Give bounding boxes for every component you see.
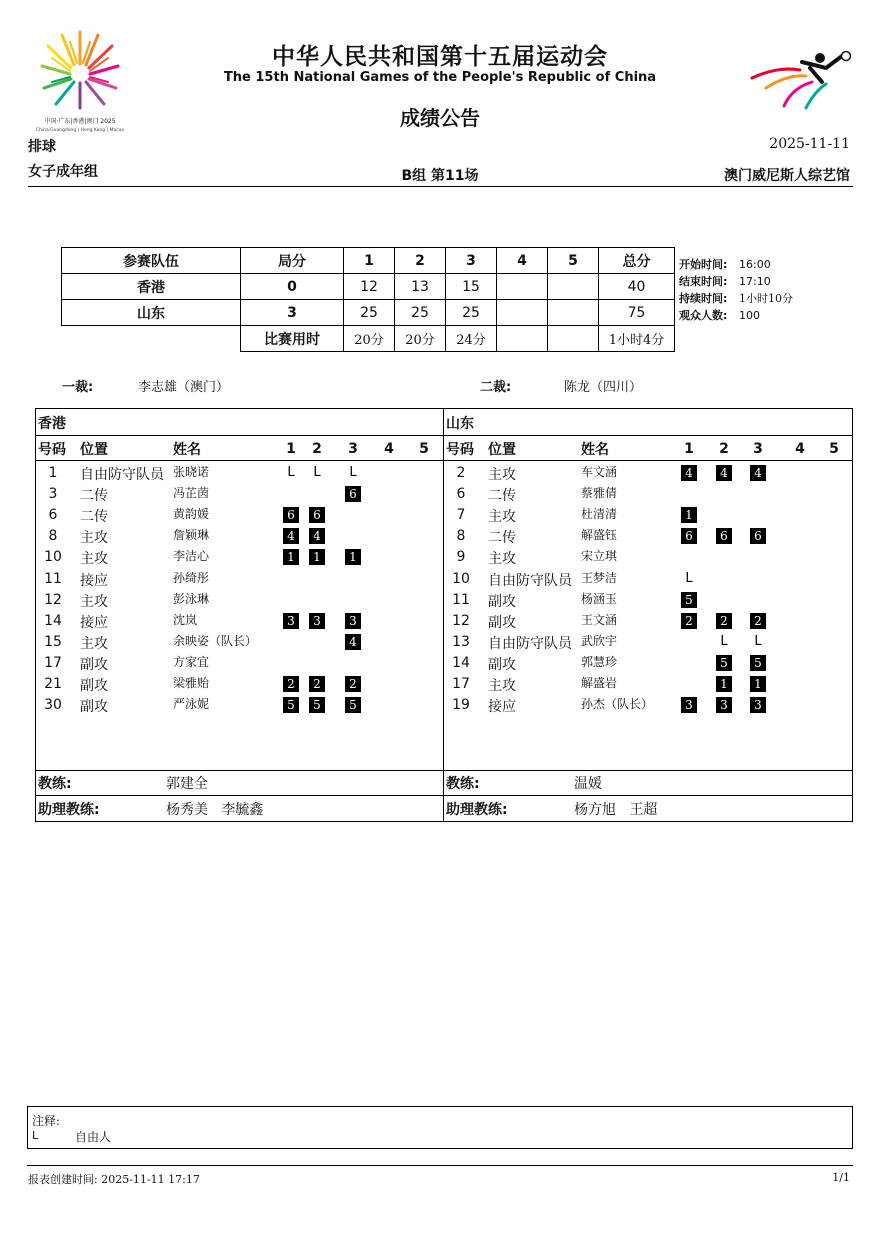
player-number: 7 (456, 507, 466, 524)
starting-position-mark: 2 (750, 613, 766, 629)
set-duration: 20分 (395, 326, 446, 352)
score-set (548, 274, 599, 300)
player-position: 主攻 (80, 530, 108, 547)
player-name: 王梦洁 (581, 570, 618, 585)
start-time: 16:00 (739, 258, 771, 271)
player-number: 9 (456, 549, 466, 566)
player-name: 杨涵玉 (581, 591, 618, 606)
libero-mark: L (349, 465, 357, 480)
player-row (36, 462, 443, 483)
libero-mark: L (313, 465, 321, 480)
col-header-set-5: 5 (829, 441, 839, 457)
player-number: 6 (48, 507, 58, 524)
player-position: 二传 (488, 530, 516, 547)
assistant-coach-label: 助理教练: (446, 802, 508, 818)
notes-box (27, 1106, 853, 1149)
coach-label: 教练: (38, 776, 72, 792)
duration: 1小时10分 (739, 292, 793, 305)
notes-symbol: L (32, 1129, 39, 1142)
second-referee: 陈龙（四川） (564, 380, 643, 395)
player-row (36, 610, 443, 631)
player-name: 孙绮彤 (173, 570, 210, 585)
starting-position-mark: 4 (716, 465, 732, 481)
col-header-set-1: 1 (286, 441, 296, 457)
starting-position-mark: 6 (283, 507, 299, 523)
starting-position-mark: 1 (750, 676, 766, 692)
sport-label: 排球 (28, 139, 56, 155)
score-set: 13 (395, 274, 446, 300)
match-stats (679, 256, 793, 324)
player-position: 自由防守队员 (488, 572, 572, 589)
player-name: 王文涵 (581, 612, 618, 627)
starting-position-mark: 2 (283, 676, 299, 692)
player-number: 15 (44, 633, 62, 650)
header-team: 参赛队伍 (62, 248, 241, 274)
coach-name: 郭建全 (166, 776, 208, 792)
category-label: 女子成年组 (28, 164, 98, 180)
player-position: 副攻 (488, 656, 516, 673)
player-row (36, 589, 443, 610)
report-created-time: 报表创建时间: 2025-11-11 17:17 (28, 1173, 200, 1186)
col-header-set-4: 4 (384, 441, 394, 457)
player-row (36, 483, 443, 504)
col-header-set-4: 4 (795, 441, 805, 457)
player-row (36, 504, 443, 525)
player-position: 二传 (488, 488, 516, 505)
player-number: 30 (44, 697, 62, 714)
score-set: 25 (395, 300, 446, 326)
starting-position-mark: 5 (309, 697, 325, 713)
player-position: 主攻 (80, 593, 108, 610)
player-row (36, 631, 443, 652)
second-referee-label: 二裁: (480, 380, 512, 395)
score-total: 75 (599, 300, 675, 326)
starting-position-mark: 3 (716, 697, 732, 713)
player-number: 17 (44, 654, 62, 671)
score-table-header (62, 248, 675, 274)
libero-mark: L (685, 570, 693, 586)
player-number: 12 (452, 612, 470, 629)
header-set-1: 1 (344, 248, 395, 274)
player-number: 21 (44, 676, 62, 692)
header-total: 总分 (599, 248, 675, 274)
player-number: 12 (44, 591, 62, 608)
logo-caption: 中国·广东|香港|澳门 2025 (44, 118, 116, 125)
player-name: 杜清清 (581, 507, 618, 522)
score-set: 25 (446, 300, 497, 326)
coach-name: 温媛 (574, 776, 602, 792)
player-name: 方家宜 (173, 654, 210, 669)
score-table (61, 247, 675, 352)
libero-mark: L (754, 633, 762, 649)
header-divider (28, 186, 853, 187)
col-header-set-5: 5 (419, 441, 429, 457)
set-duration (497, 326, 548, 352)
starting-position-mark: 2 (716, 613, 732, 629)
player-name: 彭泳琳 (173, 591, 210, 606)
col-header-set-2: 2 (719, 441, 729, 457)
player-position: 主攻 (80, 551, 108, 568)
set-duration (548, 326, 599, 352)
player-number: 10 (452, 570, 470, 587)
player-number: 8 (456, 528, 466, 545)
total-duration: 1小时4分 (599, 326, 675, 352)
divider (444, 460, 852, 461)
notes-description: 自由人 (75, 1130, 112, 1144)
report-title: 成绩公告 (400, 106, 480, 130)
player-name: 冯芷茵 (173, 486, 210, 501)
score-set (548, 300, 599, 326)
player-row (36, 568, 443, 589)
divider (444, 435, 852, 436)
logo-caption-en: China·Guangdong | Hong Kong | Macao (35, 128, 125, 133)
player-name: 李洁心 (173, 549, 210, 564)
player-row (444, 694, 852, 715)
starting-position-mark: 2 (681, 613, 697, 629)
score-set: 12 (344, 274, 395, 300)
player-position: 副攻 (80, 656, 108, 673)
starting-position-mark: 6 (750, 528, 766, 544)
col-header-position: 位置 (80, 442, 108, 458)
coach-label: 教练: (446, 776, 480, 792)
assistant-coach-names: 杨方旭 王超 (574, 802, 658, 818)
player-name: 詹颖琳 (173, 528, 210, 543)
score-set (497, 274, 548, 300)
header-sets-won: 局分 (241, 248, 344, 274)
starting-position-mark: 4 (283, 528, 299, 544)
player-name: 孙杰（队长） (581, 697, 654, 712)
page-title: 中华人民共和国第十五届运动会 (272, 44, 608, 70)
score-team-name: 山东 (62, 300, 241, 326)
player-name: 武欣宇 (581, 633, 618, 648)
starting-position-mark: 6 (309, 507, 325, 523)
player-name: 黄韵媛 (173, 507, 210, 522)
starting-position-mark: 3 (309, 613, 325, 629)
first-referee-label: 一裁: (62, 380, 94, 395)
col-header-set-2: 2 (312, 441, 322, 457)
player-position: 接应 (488, 699, 516, 716)
player-row (444, 589, 852, 610)
starting-position-mark: 4 (345, 634, 361, 650)
page-number: 1/1 (832, 1171, 850, 1184)
starting-position-mark: 6 (345, 486, 361, 502)
venue-label: 澳门威尼斯人综艺馆 (724, 168, 850, 184)
match-date: 2025-11-11 (769, 136, 850, 152)
player-number: 2 (456, 465, 466, 481)
starting-position-mark: 4 (309, 528, 325, 544)
starting-position-mark: 2 (345, 676, 361, 692)
divider (36, 795, 443, 796)
assistant-coach-label: 助理教练: (38, 802, 100, 818)
starting-position-mark: 1 (681, 507, 697, 523)
player-position: 二传 (80, 488, 108, 505)
starting-position-mark: 5 (681, 592, 697, 608)
starting-position-mark: 6 (716, 528, 732, 544)
header-set-2: 2 (395, 248, 446, 274)
header-set-4: 4 (497, 248, 548, 274)
player-name: 严泳妮 (173, 697, 210, 712)
libero-mark: L (287, 465, 295, 480)
player-number: 10 (44, 549, 62, 566)
player-position: 接应 (80, 614, 108, 631)
starting-position-mark: 5 (283, 697, 299, 713)
spectators: 100 (739, 309, 760, 322)
player-position: 主攻 (488, 551, 516, 568)
starting-position-mark: 3 (681, 697, 697, 713)
score-set: 15 (446, 274, 497, 300)
player-position: 副攻 (488, 614, 516, 631)
player-row (444, 652, 852, 673)
starting-position-mark: 5 (716, 655, 732, 671)
blank-cell (62, 326, 241, 352)
starting-position-mark: 5 (345, 697, 361, 713)
player-position: 副攻 (80, 699, 108, 716)
libero-mark: L (720, 633, 728, 649)
col-header-number: 号码 (446, 442, 474, 458)
score-total: 40 (599, 274, 675, 300)
match-info: B组 第11场 (401, 168, 479, 184)
divider (36, 435, 443, 436)
team-a-name: 香港 (38, 416, 66, 432)
col-header-name: 姓名 (581, 442, 609, 458)
score-row-team-a (62, 274, 675, 300)
starting-position-mark: 1 (283, 549, 299, 565)
score-row-team-b (62, 300, 675, 326)
divider (444, 770, 852, 771)
player-row (444, 525, 852, 546)
starting-position-mark: 1 (309, 549, 325, 565)
score-sets-won: 3 (241, 300, 344, 326)
starting-position-mark: 4 (681, 465, 697, 481)
player-number: 1 (48, 465, 58, 481)
notes-title: 注释: (32, 1114, 61, 1128)
player-row (444, 504, 852, 525)
player-position: 主攻 (80, 635, 108, 652)
assistant-coach-names: 杨秀美 李毓鑫 (166, 802, 264, 818)
player-name: 余映姿（队长） (173, 633, 258, 648)
starting-position-mark: 3 (750, 697, 766, 713)
player-position: 副攻 (80, 678, 108, 694)
spectators-label: 观众人数: (679, 309, 728, 322)
header-set-5: 5 (548, 248, 599, 274)
col-header-name: 姓名 (173, 442, 201, 458)
col-header-set-1: 1 (684, 441, 694, 457)
start-time-label: 开始时间: (679, 258, 728, 271)
starting-position-mark: 2 (309, 676, 325, 692)
duration-row (62, 326, 675, 352)
starting-position-mark: 6 (681, 528, 697, 544)
player-number: 8 (48, 528, 58, 545)
volleyball-pictogram-icon (748, 48, 858, 110)
player-row (444, 546, 852, 567)
player-position: 副攻 (488, 593, 516, 610)
player-number: 14 (452, 654, 470, 671)
player-number: 11 (44, 570, 62, 587)
starting-position-mark: 3 (345, 613, 361, 629)
team-b-panel (444, 409, 852, 821)
player-name: 沈岚 (173, 612, 198, 627)
player-name: 车文涵 (581, 465, 618, 479)
player-name: 宋立琪 (581, 549, 618, 564)
player-row (444, 462, 852, 483)
player-number: 17 (452, 676, 470, 692)
duration-label: 比赛用时 (241, 326, 344, 352)
player-row (444, 568, 852, 589)
first-referee: 李志雄（澳门） (138, 380, 230, 395)
player-number: 14 (44, 612, 62, 629)
score-set: 25 (344, 300, 395, 326)
player-name: 梁雅贻 (173, 676, 210, 690)
player-number: 3 (48, 486, 58, 503)
player-number: 13 (452, 633, 470, 650)
divider (36, 460, 443, 461)
score-set (497, 300, 548, 326)
set-duration: 20分 (344, 326, 395, 352)
player-number: 11 (452, 591, 470, 608)
starting-position-mark: 3 (283, 613, 299, 629)
starting-position-mark: 5 (750, 655, 766, 671)
player-name: 解盛钰 (581, 528, 618, 543)
player-row (36, 652, 443, 673)
header-set-3: 3 (446, 248, 497, 274)
duration-label: 持续时间: (679, 292, 728, 305)
player-number: 6 (456, 486, 466, 503)
player-name: 郭慧珍 (581, 654, 618, 669)
starting-position-mark: 4 (750, 465, 766, 481)
player-row (444, 631, 852, 652)
end-time: 17:10 (739, 275, 771, 288)
player-row (36, 694, 443, 715)
team-b-name: 山东 (446, 416, 474, 432)
team-a-panel (36, 409, 444, 821)
col-header-position: 位置 (488, 442, 516, 458)
starting-position-mark: 1 (345, 549, 361, 565)
page-subtitle: The 15th National Games of the People's Republic of China (223, 70, 657, 85)
player-position: 自由防守队员 (80, 467, 164, 483)
score-team-name: 香港 (62, 274, 241, 300)
player-row (444, 610, 852, 631)
divider (444, 795, 852, 796)
col-header-number: 号码 (38, 442, 66, 458)
col-header-set-3: 3 (348, 441, 358, 457)
player-position: 主攻 (488, 467, 516, 483)
player-name: 蔡雅倩 (581, 486, 618, 501)
set-duration: 24分 (446, 326, 497, 352)
col-header-set-3: 3 (753, 441, 763, 457)
player-row (444, 673, 852, 694)
player-number: 19 (452, 697, 470, 714)
player-position: 接应 (80, 572, 108, 589)
player-position: 主攻 (488, 678, 516, 694)
player-position: 二传 (80, 509, 108, 526)
player-name: 张晓诺 (173, 465, 210, 479)
score-sets-won: 0 (241, 274, 344, 300)
player-row (36, 525, 443, 546)
divider (36, 770, 443, 771)
player-position: 自由防守队员 (488, 635, 572, 652)
end-time-label: 结束时间: (679, 275, 728, 288)
player-name: 解盛岩 (581, 676, 618, 690)
player-row (36, 673, 443, 694)
team-rosters (35, 408, 853, 822)
player-row (444, 483, 852, 504)
player-row (36, 546, 443, 567)
player-position: 主攻 (488, 509, 516, 526)
starting-position-mark: 1 (716, 676, 732, 692)
footer-divider (27, 1165, 853, 1166)
